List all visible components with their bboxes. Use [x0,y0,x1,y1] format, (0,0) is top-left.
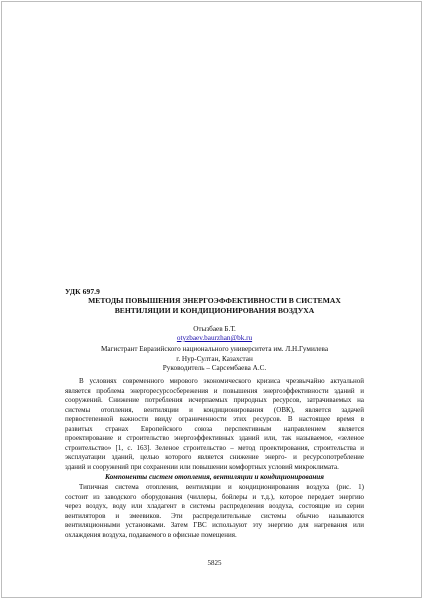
paragraph-line: Типичная система отопления, вентиляции и кондиционирования воздуха (рис. 1) [79,483,364,491]
page [1,1,422,598]
author-email-link[interactable]: otyzbaev.baurzhan@bk.ru [176,334,253,342]
paragraph-intro [65,377,364,472]
paragraph-components [65,483,364,540]
author-city: г. Нур-Султан, Казахстан [176,355,253,363]
paragraph-line: зданий и сооружений при сохранении или повышении комфортных условий микроклимата. [65,462,339,471]
udk-code: УДК 697.9 [65,287,100,296]
paragraph-line: первостепенной важности ввиду ограниченности этих ресурсов. В настоящее время в [65,415,364,424]
paragraph-line: является проблема энергоресурсосбережения и повышения энергоэффективности зданий и [65,386,364,395]
paragraph-line: вентиляторов и змеевиков. Эти распределительные системы обычно называются [65,511,364,520]
title-line-1: МЕТОДЫ ПОВЫШЕНИЯ ЭНЕРГОЭФФЕКТИВНОСТИ В СИСТЕМАХ [88,296,341,305]
paragraph-line: охлаждения воздуха, подаваемого в офисные помещения. [65,530,237,539]
author-name: Отызбаев Б.Т. [193,325,236,333]
author-affiliation: Магистрант Евразийского национального университета им. Л.Н.Гумилева [100,345,329,353]
paragraph-line: состоит из заводского оборудования (чиллеры, бойлеры и т.д.), которое передает энергию [65,492,364,501]
paragraph-line: вентиляционными установками. Затем ГВС используют эту энергию для нагревания или [65,521,364,530]
paragraph-line: системы отопления, вентиляции и кондиционирования (ОВК), является задачей [65,405,364,414]
title-line-2: ВЕНТИЛЯЦИИ И КОНДИЦИОНИРОВАНИЯ ВОЗДУХА [114,306,315,315]
page-number: 5825 [207,559,222,567]
paragraph-line: через воздух, воду или хладагент в системы распределения воздуха, состоящие из серии [65,502,364,511]
supervisor: Руководитель – Сарсембаева А.С. [162,364,267,372]
paper-title [65,296,364,316]
section-heading: Компоненты систем отопления, вентиляции и кондиционирования [104,473,325,481]
paragraph-line: развитых странах Европейского союза перспективным направлением является [65,424,364,433]
paragraph-line: сооружений. Снижение потребления исчерпаемых природных ресурсов, затрачиваемых на [65,396,364,405]
paragraph-line: проектирование и строительство энергоэффективных зданий или, так называемое, «зеленое [65,434,364,443]
paragraph-line: строительство» [1, с. 163]. Зеленое строительство – метод проектирования, строительства и [65,443,364,452]
paragraph-line: В условиях современного мирового экономического кризиса чрезвычайно актуальной [79,377,364,385]
paragraph-line: эксплуатации зданий, целью которого является снижение энерго- и ресурсопотребление [65,453,364,462]
